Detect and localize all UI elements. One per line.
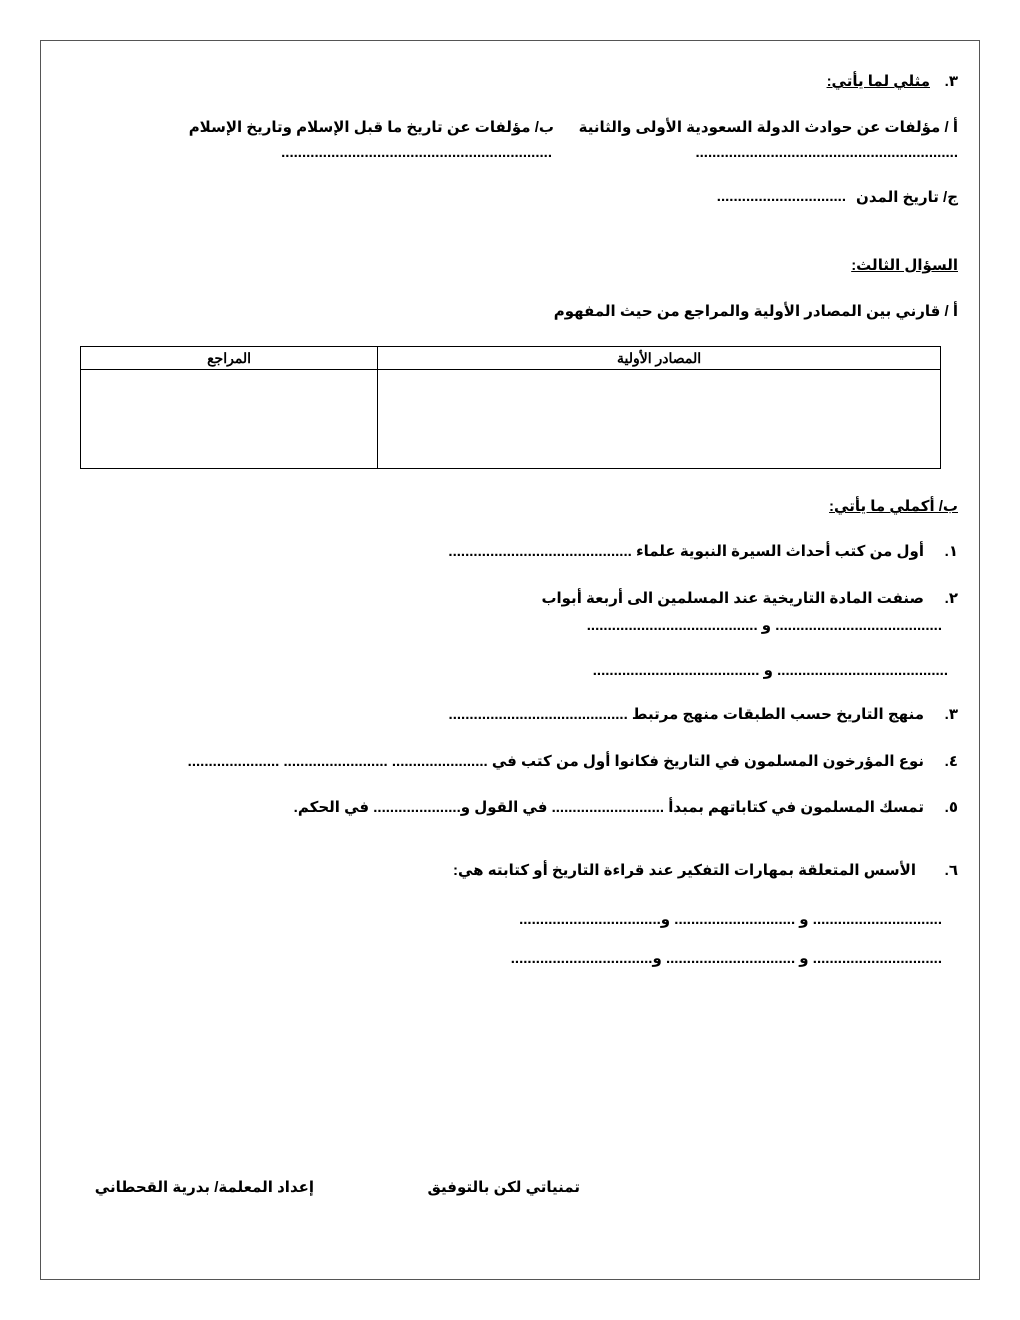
item-1-number: .١ <box>944 543 958 560</box>
compare-label: أ / قارني بين المصادر الأولية والمراجع من حيث المفهوم <box>553 303 958 320</box>
item-2-text: صنفت المادة التاريخية عند المسلمين الى أربعة أبواب <box>541 590 924 607</box>
complete-heading: ب/ أكملي ما يأتي: <box>829 498 958 515</box>
cell-primary-sources[interactable] <box>378 370 941 469</box>
question-number: .٣ <box>944 73 958 90</box>
comparison-table <box>80 346 941 469</box>
item-1-text: أول من كتب أحداث السيرة النبوية علماء ............................................ <box>448 543 924 560</box>
item-6-blank-line-1: ............................... و ............................. و.................................. <box>519 911 942 928</box>
item-b-label: ب/ مؤلفات عن تاريخ ما قبل الإسلام وتاريخ الإسلام <box>188 119 554 136</box>
item-2-blank-line-2: ......................................... و ........................................ <box>592 662 948 679</box>
item-2-blank-line-1: ........................................ و ......................................... <box>586 617 942 634</box>
item-a-blank: ............................................................... <box>695 144 958 161</box>
item-c-blank: ............................... <box>716 188 846 205</box>
item-3-text: منهج التاريخ حسب الطبقات منهج مرتبط ........................................... <box>448 706 924 723</box>
item-b-blank: ................................................................. <box>281 144 552 161</box>
item-a-label: أ / مؤلفات عن حوادث الدولة السعودية الأولى والثانية <box>578 119 958 136</box>
cell-references[interactable] <box>81 370 378 469</box>
item-3-number: .٣ <box>944 706 958 723</box>
item-6-number: .٦ <box>944 862 958 879</box>
item-5-text: تمسك المسلمون في كتاباتهم بمبدأ ........................... في القول و..................... في الحكم. <box>293 799 924 816</box>
item-6-text: الأسس المتعلقة بمهارات التفكير عند قراءة التاريخ أو كتابته هي: <box>453 862 916 879</box>
examples-heading: مثلي لما يأتي: <box>826 73 930 90</box>
footer-teacher: إعداد المعلمة/ بدرية القحطاني <box>94 1179 314 1196</box>
footer-wishes: تمنياتي لكن بالتوفيق <box>427 1179 580 1196</box>
col-primary-sources: المصادر الأولية <box>378 347 941 370</box>
page-border <box>40 40 980 1280</box>
item-2-number: .٢ <box>944 590 958 607</box>
item-5-number: .٥ <box>944 799 958 816</box>
col-references: المراجع <box>81 347 378 370</box>
item-c-label: ج/ تاريخ المدن <box>856 189 958 206</box>
item-6-blank-line-2: ............................... و ............................... و.................................. <box>510 950 942 967</box>
item-4-number: .٤ <box>944 753 958 770</box>
question-three-heading: السؤال الثالث: <box>851 257 958 274</box>
item-4-text: نوع المؤرخون المسلمون في التاريخ فكانوا أول من كتب في ....................... ......................... ...................... <box>187 753 924 770</box>
